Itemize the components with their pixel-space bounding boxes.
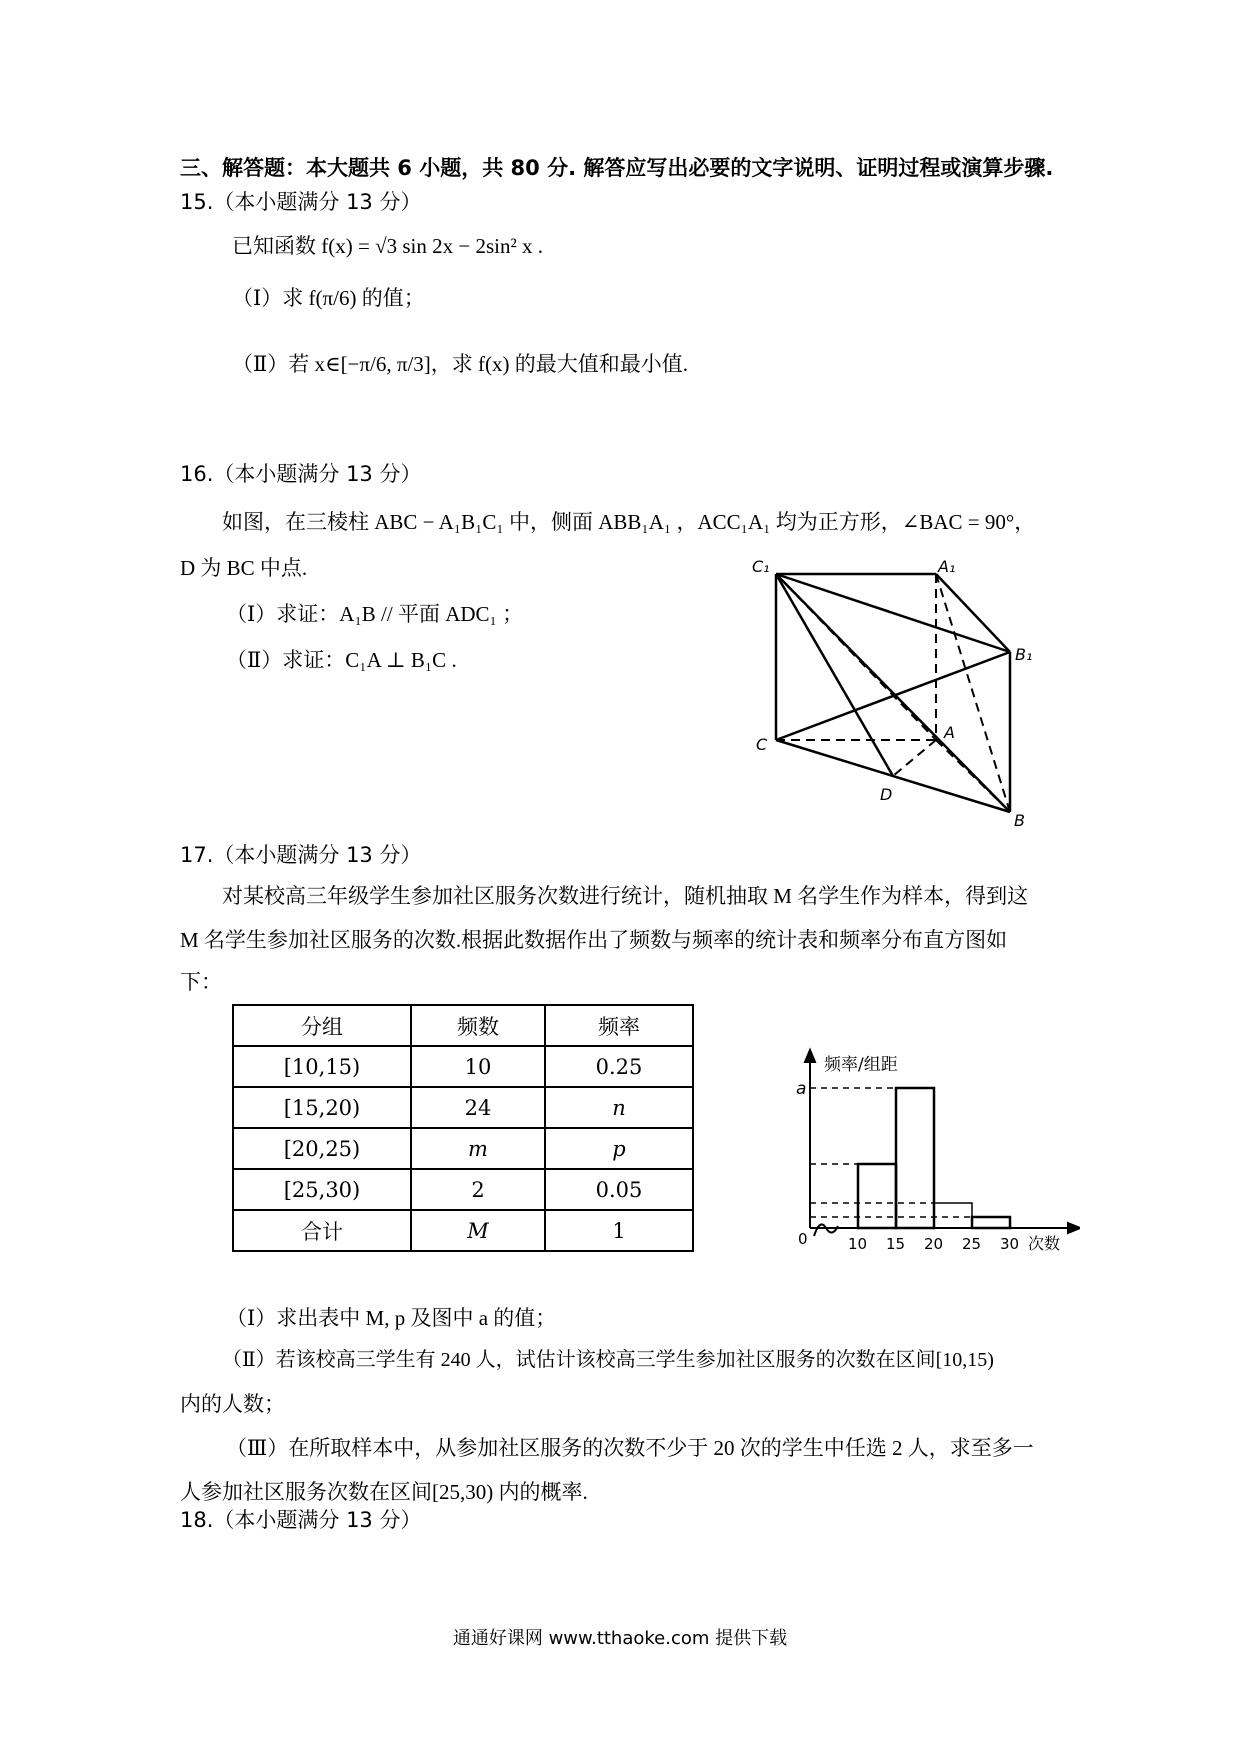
table-cell: 0.25 — [545, 1046, 693, 1087]
q17-part2-line2: 内的人数； — [180, 1392, 285, 1416]
label-b1: B₁ — [1015, 645, 1033, 664]
edge-a-d-hidden — [893, 740, 936, 776]
q17-part3-line2: 人参加社区服务次数在区间[25,30) 内的概率. — [180, 1480, 588, 1504]
table-cell: 24 — [411, 1087, 545, 1128]
q15-stem: 已知函数 f(x) = √3 sin 2x − 2sin² x . — [232, 234, 544, 258]
prism-figure — [740, 548, 1040, 830]
table-cell: 1 — [545, 1210, 693, 1251]
frequency-table — [232, 1004, 694, 1252]
label-d: D — [880, 785, 893, 804]
table-cell: 10 — [411, 1046, 545, 1087]
hist-bar-15-20 — [896, 1088, 934, 1228]
hist-a-label: a — [796, 1079, 807, 1099]
table-header-cell: 分组 — [233, 1005, 411, 1046]
label-b: B — [1014, 811, 1025, 830]
q15-title: 15.（本小题满分 13 分） — [180, 190, 422, 214]
hist-tick-25: 25 — [962, 1235, 982, 1253]
table-row — [233, 1046, 693, 1087]
hist-ylabel: 频率/组距 — [824, 1055, 898, 1075]
hist-tick-30: 30 — [1000, 1235, 1020, 1253]
q16-stem-line1: 如图，在三棱柱 ABC − A₁B₁C₁ 中，侧面 ABB₁A₁ ，ACC₁A₁ 均为正方形，∠BAC = 90°， — [222, 510, 1036, 534]
table-cell: [15,20) — [233, 1087, 411, 1128]
table-cell: p — [545, 1128, 693, 1169]
q17-stem-line3: 下： — [180, 970, 222, 994]
table-row — [233, 1169, 693, 1210]
hist-bar-10-15 — [858, 1164, 896, 1228]
q16-stem-line2: D 为 BC 中点. — [180, 556, 308, 580]
table-row — [233, 1087, 693, 1128]
label-c: C — [756, 735, 768, 754]
table-cell: M — [411, 1210, 545, 1251]
q17-part1: （Ⅰ）求出表中 M, p 及图中 a 的值； — [226, 1306, 557, 1330]
table-cell: 0.05 — [545, 1169, 693, 1210]
q17-part3-line1: （Ⅲ）在所取样本中，从参加社区服务的次数不少于 20 次的学生中任选 2 人，求至多一 — [226, 1436, 1034, 1460]
q15-part1: （Ⅰ）求 f(π/6) 的值； — [232, 286, 425, 310]
table-header-row — [233, 1005, 693, 1046]
q16-title: 16.（本小题满分 13 分） — [180, 462, 422, 486]
x-axis-arrow — [1068, 1223, 1080, 1233]
section-header: 三、解答题：本大题共 6 小题，共 80 分. 解答应写出必要的文字说明、证明过程或演算步骤. — [180, 156, 1054, 180]
label-a: A — [944, 723, 955, 742]
table-cell: [25,30) — [233, 1169, 411, 1210]
edge-c1-b1 — [776, 574, 1010, 652]
frequency-histogram — [790, 1040, 1080, 1262]
table-header-cell: 频率 — [545, 1005, 693, 1046]
q17-title: 17.（本小题满分 13 分） — [180, 843, 422, 867]
hist-xlabel: 次数 — [1028, 1234, 1061, 1253]
footer-watermark: 通通好课网 www.tthaoke.com 提供下载 — [452, 1628, 788, 1649]
table-row — [233, 1210, 693, 1251]
q16-part1: （Ⅰ）求证：A₁B // 平面 ADC₁ ； — [226, 602, 524, 626]
q17-stem-line1: 对某校高三年级学生参加社区服务次数进行统计，随机抽取 M 名学生作为样本，得到这 — [222, 884, 1029, 908]
hist-origin: 0 — [798, 1230, 808, 1248]
q16-part2: （Ⅱ）求证：C₁A ⊥ B₁C . — [226, 648, 457, 672]
table-row — [233, 1128, 693, 1169]
table-cell: [20,25) — [233, 1128, 411, 1169]
hist-tick-20: 20 — [924, 1235, 944, 1253]
table-cell: 2 — [411, 1169, 545, 1210]
y-axis-arrow — [805, 1050, 815, 1062]
table-cell: 合计 — [233, 1210, 411, 1251]
q17-stem-line2: M 名学生参加社区服务的次数.根据此数据作出了频数与频率的统计表和频率分布直方图如 — [180, 928, 1008, 952]
table-header-cell: 频数 — [411, 1005, 545, 1046]
hist-bar-25-30 — [972, 1217, 1010, 1228]
hist-tick-10: 10 — [848, 1235, 868, 1253]
table-cell: n — [545, 1087, 693, 1128]
hist-tick-15: 15 — [886, 1235, 906, 1253]
hist-bar-20-25 — [934, 1203, 972, 1228]
q15-part2: （Ⅱ）若 x∈[−π/6, π/3]，求 f(x) 的最大值和最小值. — [232, 352, 689, 376]
axis-break — [814, 1224, 838, 1236]
table-cell: [10,15) — [233, 1046, 411, 1087]
table-cell: m — [411, 1128, 545, 1169]
q17-part2-line1: （Ⅱ）若该校高三学生有 240 人，试估计该校高三学生参加社区服务的次数在区间[10,15) — [222, 1349, 994, 1371]
label-c1: C₁ — [752, 557, 770, 576]
q18-title: 18.（本小题满分 13 分） — [180, 1508, 422, 1532]
label-a1: A₁ — [938, 557, 956, 576]
